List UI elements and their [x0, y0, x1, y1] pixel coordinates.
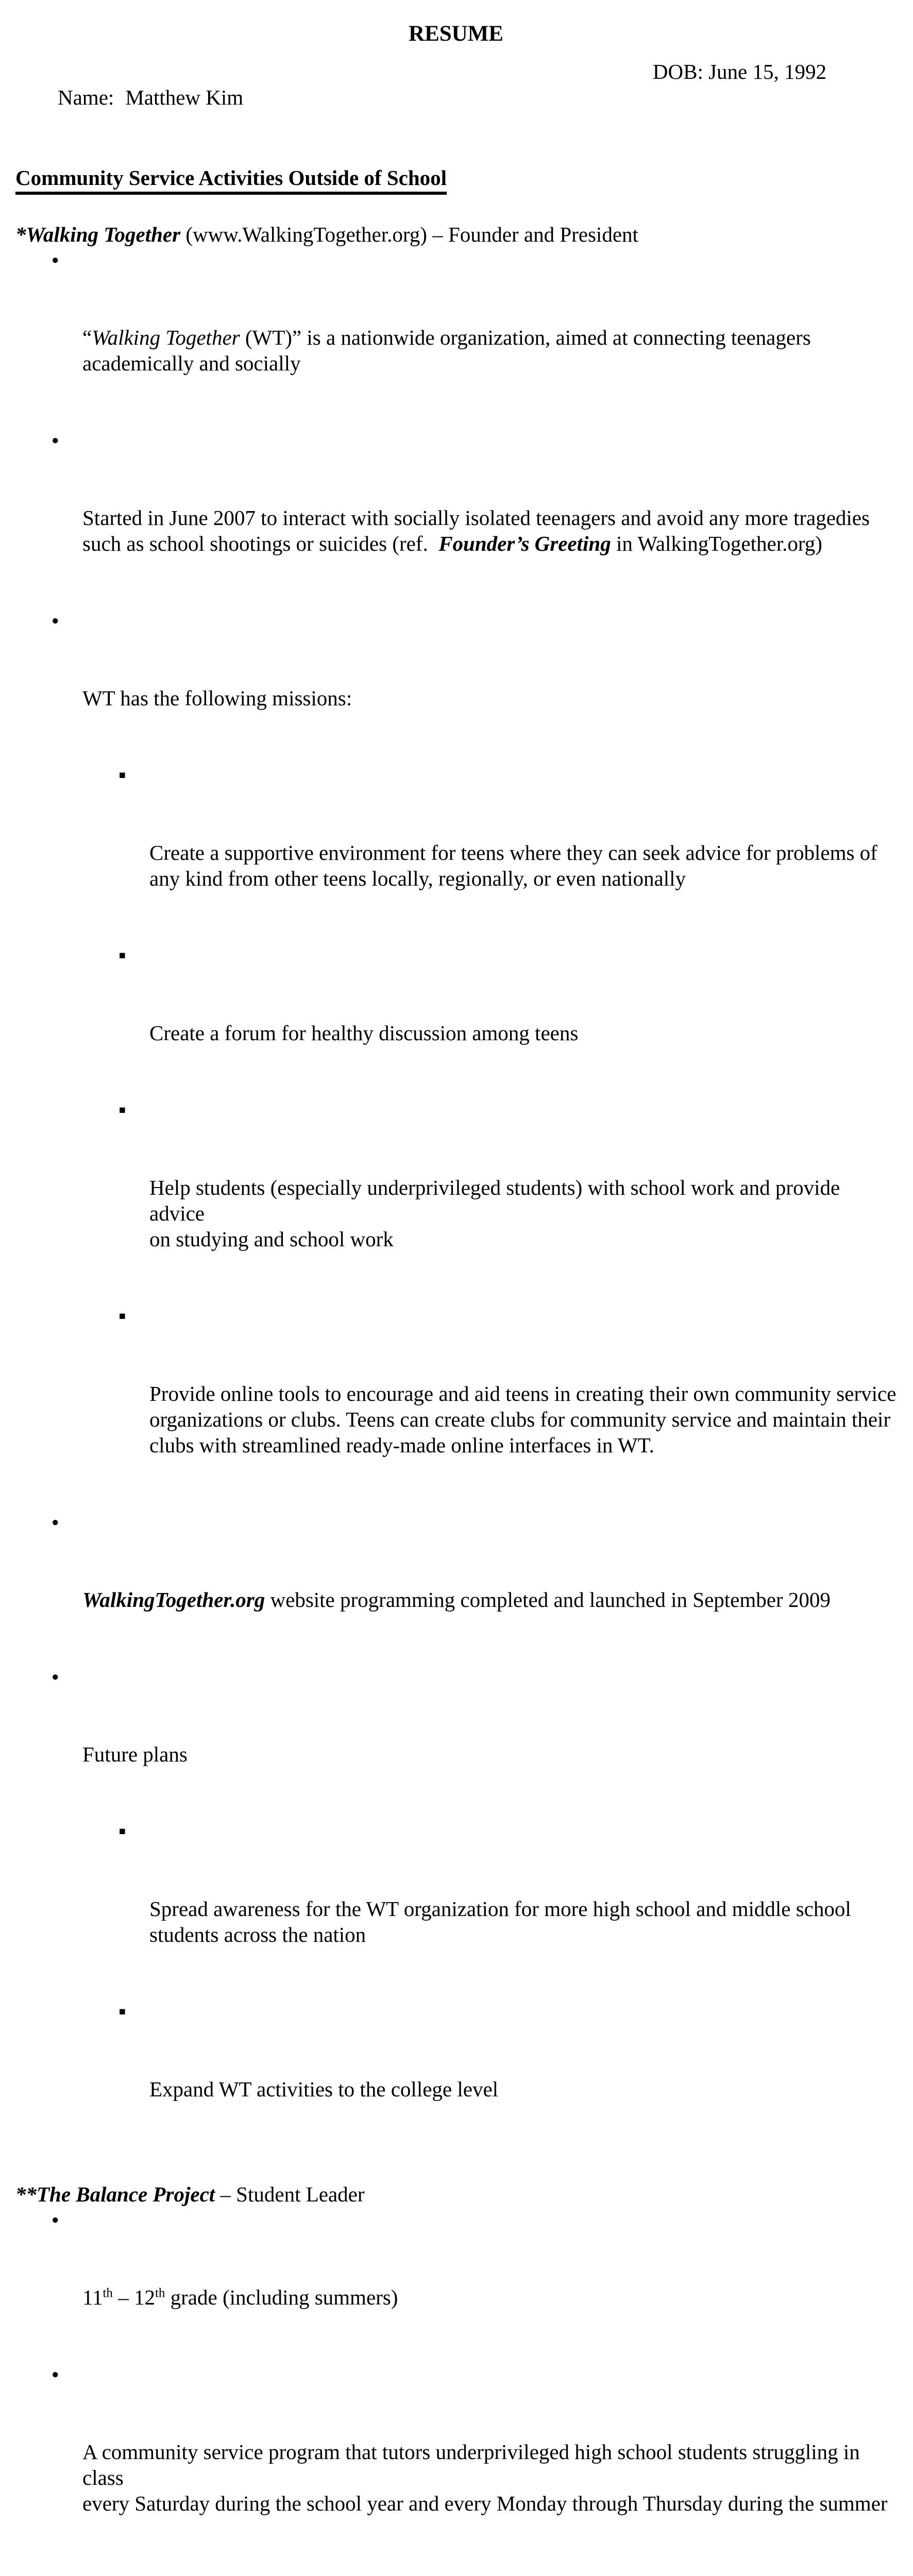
text-run: every Saturday during the school year and every Monday through Thursday during the summer — [82, 2492, 888, 2515]
text-run: WT has the following missions: — [82, 686, 352, 710]
sub-bullet-text — [149, 1175, 897, 1252]
square-bullet-icon: ▪ — [119, 2000, 126, 2024]
text-run: Started in June 2007 to interact with socially isolated teenagers and avoid any more tragedies — [82, 506, 870, 530]
text-run: (www.WalkingTogether.org) – Founder and President — [180, 223, 638, 246]
text-run: on studying and school work — [149, 1227, 394, 1251]
document-title: RESUME — [409, 22, 503, 46]
text-run: Help students (especially underprivileged students) with school work and provide advice — [149, 1176, 846, 1225]
bullet-item — [15, 247, 897, 428]
section-heading-text: Community Service Activities Outside of School — [15, 165, 447, 195]
square-bullet-icon: ▪ — [119, 764, 126, 787]
bullet-text — [82, 1741, 897, 1767]
text-run: Spread awareness for the WT organization for more high school and middle school — [149, 1897, 851, 1921]
text-run: such as school shootings or suicides (ref. — [82, 532, 439, 555]
org-title-balance-project — [15, 2181, 897, 2207]
name-line — [15, 59, 243, 136]
text-run: Future plans — [82, 1742, 188, 1766]
square-bullet-icon: ▪ — [119, 1820, 126, 1843]
dob-value: DOB: June 15, 1992 — [652, 60, 826, 83]
text-run: “ — [82, 326, 92, 349]
text-run: – Student Leader — [215, 2182, 365, 2206]
text-run: *Walking Together — [15, 223, 181, 246]
sub-bullet-text — [149, 840, 897, 891]
text-run: Create a supportive environment for teens where they can seek advice for problems of — [149, 841, 877, 865]
bullet-item — [15, 428, 897, 608]
header-row — [15, 59, 897, 136]
bullet-icon: ● — [52, 2213, 59, 2227]
bullet-item — [15, 1510, 897, 1664]
text-run: organizations or clubs. Teens can create clubs for community service and maintain their — [149, 1408, 891, 1431]
section-heading-community-service — [15, 165, 897, 195]
square-bullet-icon: ▪ — [119, 1098, 126, 1122]
bullet-text — [82, 505, 897, 556]
text-run: Walking Together — [92, 326, 240, 349]
bullet-text — [82, 2284, 897, 2310]
name-value: Matthew Kim — [125, 86, 244, 109]
text-run: (WT)” is a nationwide organization, aimed at connecting teenagers — [240, 326, 811, 349]
sub-bullet-item — [15, 1819, 897, 1999]
bullet-icon: ● — [52, 434, 59, 447]
bullet-text — [82, 1587, 897, 1613]
text-run: students across the nation — [149, 1923, 366, 1946]
text-run: Create a forum for healthy discussion among teens — [149, 1021, 579, 1045]
bullet-icon: ● — [52, 614, 59, 628]
text-run: th — [103, 2286, 113, 2300]
sub-bullet-text — [149, 1020, 897, 1046]
name-label: Name: — [58, 86, 114, 109]
text-run: Expand WT activities to the college level — [149, 2077, 499, 2101]
text-run: Founder’s Greeting — [438, 532, 611, 555]
text-run: 11 — [82, 2285, 103, 2309]
text-run: **The Balance Project — [15, 2182, 215, 2206]
bullet-text — [82, 685, 897, 711]
sub-bullet-item — [15, 1999, 897, 2154]
sub-bullet-item — [15, 943, 897, 1097]
bullet-text — [82, 2439, 897, 2516]
text-run: A community service program that tutors underprivileged high school students struggling in class — [82, 2440, 866, 2489]
text-run: th — [155, 2286, 165, 2300]
square-bullet-icon: ▪ — [119, 1304, 126, 1328]
text-run: any kind from other teens locally, regionally, or even nationally — [149, 867, 686, 890]
sub-bullet-text — [149, 2076, 897, 2102]
text-run: academically and socially — [82, 351, 301, 375]
bullet-item — [15, 1664, 897, 1819]
square-bullet-icon: ▪ — [119, 944, 126, 968]
org-title-walking-together — [15, 222, 897, 247]
sub-bullet-text — [149, 1381, 897, 1458]
sub-bullet-item — [15, 762, 897, 943]
bullet-icon: ● — [52, 2368, 59, 2381]
sub-bullet-item — [15, 1303, 897, 1510]
text-run: website programming completed and launched in September 2009 — [265, 1588, 831, 1612]
bullet-text — [82, 325, 897, 376]
bullet-item — [15, 608, 897, 762]
bullet-icon: ● — [52, 253, 59, 267]
text-run: WalkingTogether.org — [82, 1588, 265, 1612]
bullet-icon: ● — [52, 1516, 59, 1529]
bullet-item — [15, 2362, 897, 2568]
text-run: – 12 — [112, 2285, 155, 2309]
sub-bullet-text — [149, 1896, 897, 1947]
text-run: in WalkingTogether.org) — [611, 532, 822, 555]
bullet-icon: ● — [52, 1670, 59, 1684]
text-run: Provide online tools to encourage and aid teens in creating their own community service — [149, 1382, 897, 1405]
text-run: clubs with streamlined ready-made online interfaces in WT. — [149, 1433, 654, 1457]
sub-bullet-item — [15, 1097, 897, 1303]
text-run: grade (including summers) — [165, 2285, 398, 2309]
bullet-item — [15, 2207, 897, 2362]
